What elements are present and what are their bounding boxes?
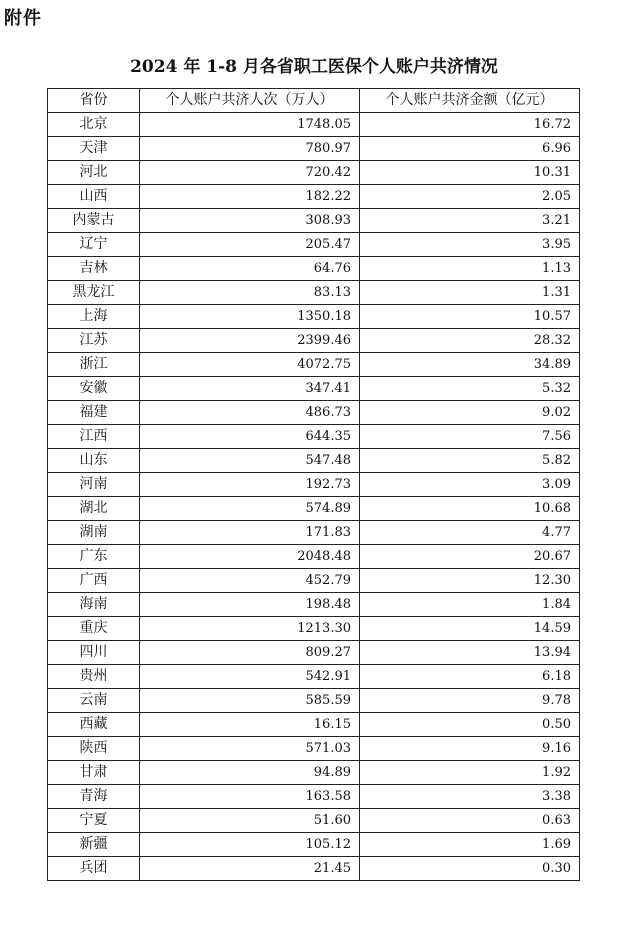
table-row [48,377,580,401]
cell-amount: 16.72 [360,113,580,137]
table-row [48,209,580,233]
cell-amount: 28.32 [360,329,580,353]
cell-province: 湖南 [48,521,140,545]
cell-count: 4072.75 [140,353,360,377]
table-row [48,641,580,665]
cell-count: 547.48 [140,449,360,473]
cell-amount: 9.78 [360,689,580,713]
cell-amount: 7.56 [360,425,580,449]
cell-count: 16.15 [140,713,360,737]
cell-province: 四川 [48,641,140,665]
table-row [48,497,580,521]
table-row [48,185,580,209]
cell-count: 198.48 [140,593,360,617]
table-row [48,809,580,833]
cell-count: 182.22 [140,185,360,209]
cell-province: 湖北 [48,497,140,521]
cell-amount: 4.77 [360,521,580,545]
cell-amount: 2.05 [360,185,580,209]
table-row [48,593,580,617]
cell-count: 1350.18 [140,305,360,329]
cell-province: 福建 [48,401,140,425]
cell-province: 山东 [48,449,140,473]
table-row [48,545,580,569]
cell-province: 海南 [48,593,140,617]
table-row [48,665,580,689]
cell-amount: 9.16 [360,737,580,761]
cell-count: 192.73 [140,473,360,497]
cell-amount: 13.94 [360,641,580,665]
cell-count: 644.35 [140,425,360,449]
cell-count: 21.45 [140,857,360,881]
cell-province: 江西 [48,425,140,449]
cell-count: 574.89 [140,497,360,521]
table-row [48,737,580,761]
data-table [47,88,580,881]
cell-count: 571.03 [140,737,360,761]
cell-province: 陕西 [48,737,140,761]
cell-count: 780.97 [140,137,360,161]
cell-count: 452.79 [140,569,360,593]
cell-province: 浙江 [48,353,140,377]
cell-amount: 1.69 [360,833,580,857]
cell-count: 171.83 [140,521,360,545]
table-row [48,689,580,713]
cell-count: 2048.48 [140,545,360,569]
cell-province: 上海 [48,305,140,329]
table-row [48,713,580,737]
cell-province: 广西 [48,569,140,593]
cell-count: 163.58 [140,785,360,809]
table-row [48,329,580,353]
table-row [48,833,580,857]
cell-amount: 3.95 [360,233,580,257]
table-row [48,161,580,185]
cell-count: 1213.30 [140,617,360,641]
table-row [48,785,580,809]
table-row [48,569,580,593]
cell-province: 宁夏 [48,809,140,833]
cell-count: 64.76 [140,257,360,281]
cell-amount: 0.63 [360,809,580,833]
cell-count: 51.60 [140,809,360,833]
cell-province: 河南 [48,473,140,497]
table-row [48,305,580,329]
cell-amount: 9.02 [360,401,580,425]
table-row [48,401,580,425]
cell-province: 内蒙古 [48,209,140,233]
table-body [48,113,580,881]
cell-province: 兵团 [48,857,140,881]
cell-province: 新疆 [48,833,140,857]
cell-province: 江苏 [48,329,140,353]
cell-province: 贵州 [48,665,140,689]
cell-province: 山西 [48,185,140,209]
cell-province: 河北 [48,161,140,185]
cell-count: 83.13 [140,281,360,305]
cell-amount: 0.30 [360,857,580,881]
cell-province: 北京 [48,113,140,137]
cell-count: 720.42 [140,161,360,185]
cell-count: 2399.46 [140,329,360,353]
table-row [48,233,580,257]
cell-count: 105.12 [140,833,360,857]
cell-amount: 1.31 [360,281,580,305]
table-row [48,761,580,785]
cell-amount: 5.32 [360,377,580,401]
cell-amount: 1.92 [360,761,580,785]
cell-province: 西藏 [48,713,140,737]
cell-amount: 3.21 [360,209,580,233]
table-row [48,617,580,641]
cell-province: 黑龙江 [48,281,140,305]
cell-province: 辽宁 [48,233,140,257]
cell-amount: 10.31 [360,161,580,185]
cell-count: 809.27 [140,641,360,665]
table-row [48,857,580,881]
cell-province: 吉林 [48,257,140,281]
cell-province: 青海 [48,785,140,809]
cell-count: 542.91 [140,665,360,689]
table-row [48,473,580,497]
column-header-count: 个人账户共济人次（万人） [140,89,360,113]
cell-amount: 1.13 [360,257,580,281]
table-row [48,257,580,281]
table-row [48,425,580,449]
cell-province: 天津 [48,137,140,161]
cell-amount: 6.96 [360,137,580,161]
column-header-province: 省份 [48,89,140,113]
table-row [48,113,580,137]
cell-province: 重庆 [48,617,140,641]
cell-amount: 10.57 [360,305,580,329]
table-row [48,281,580,305]
cell-count: 308.93 [140,209,360,233]
cell-count: 585.59 [140,689,360,713]
cell-count: 1748.05 [140,113,360,137]
cell-amount: 3.09 [360,473,580,497]
cell-province: 甘肃 [48,761,140,785]
table-row [48,449,580,473]
cell-count: 486.73 [140,401,360,425]
attachment-label: 附件 [4,8,42,29]
cell-amount: 14.59 [360,617,580,641]
table-row [48,353,580,377]
document-title: 2024 年 1-8 月各省职工医保个人账户共济情况 [130,57,498,77]
cell-amount: 6.18 [360,665,580,689]
table-row [48,521,580,545]
cell-count: 94.89 [140,761,360,785]
cell-amount: 5.82 [360,449,580,473]
cell-amount: 20.67 [360,545,580,569]
cell-amount: 0.50 [360,713,580,737]
cell-province: 云南 [48,689,140,713]
cell-count: 205.47 [140,233,360,257]
column-header-amount: 个人账户共济金额（亿元） [360,89,580,113]
cell-amount: 12.30 [360,569,580,593]
cell-amount: 1.84 [360,593,580,617]
cell-province: 安徽 [48,377,140,401]
cell-amount: 10.68 [360,497,580,521]
cell-count: 347.41 [140,377,360,401]
table-row [48,137,580,161]
cell-amount: 3.38 [360,785,580,809]
cell-amount: 34.89 [360,353,580,377]
table-header-row [48,89,580,113]
cell-province: 广东 [48,545,140,569]
